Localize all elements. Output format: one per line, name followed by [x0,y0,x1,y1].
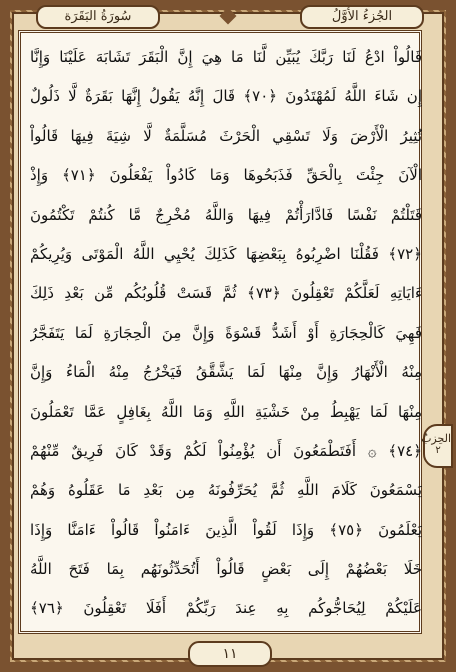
verse-line: قَتَلْتُمْ نَفْسًا فَادَّارَأْتُمْ فِيهَا وَاللَّهُ مُخْرِجٌ مَّا كُنتُمْ تَكْتُمُونَ [30,205,422,224]
verse-line: مِنْهَا لَمَا يَهْبِطُ مِنْ خَشْيَةِ اللَّهِ وَمَا اللَّهُ بِغَافِلٍ عَمَّا تَعْمَلُونَ [30,402,422,421]
verse-line: عَلَيْكُمْ لِيُحَاجُّوكُم بِهِ عِندَ رَبِّكُمْ أَفَلَا تَعْقِلُونَ ﴿٧٦﴾ [30,599,422,618]
verse-line: الْآنَ جِئْتَ بِالْحَقِّ فَذَبَحُوهَا وَمَا كَادُواْ يَفْعَلُونَ ﴿٧١﴾ وَإِذْ [30,166,422,185]
hizb-marker [423,424,453,468]
verse-line: يَسْمَعُونَ كَلَامَ اللَّهِ ثُمَّ يُحَرِّفُونَهُ مِن بَعْدِ مَا عَقَلُوهُ وَهُمْ [30,481,422,500]
surah-name: سُورَةُ البَقَرَة [36,5,160,29]
verse-line: إِن شَاءَ اللَّهُ لَمُهْتَدُونَ ﴿٧٠﴾ قَالَ إِنَّهُ يَقُولُ إِنَّهَا بَقَرَةٌ لَّا ذَلُولٌ [30,87,422,106]
verse-line: ءَايَاتِهِ لَعَلَّكُمْ تَعْقِلُونَ ﴿٧٣﴾ ثُمَّ قَسَتْ قُلُوبُكُم مِّن بَعْدِ ذَلِكَ [30,284,422,303]
verse-line: خَلَا بَعْضُهُمْ إِلَى بَعْضٍ قَالُواْ أَتُحَدِّثُونَهُم بِمَا فَتَحَ اللَّهُ [30,560,422,579]
verse-line: ﴿٧٤﴾ ۞ أَفَتَطْمَعُونَ أَن يُؤْمِنُواْ لَكُمْ وَقَدْ كَانَ فَرِيقٌ مِّنْهُمْ [30,441,422,460]
verse-line: فَهِيَ كَالْحِجَارَةِ أَوْ أَشَدُّ قَسْوَةً وَإِنَّ مِنَ الْحِجَارَةِ لَمَا يَتَفَجَّرُ [30,323,422,342]
quran-text [30,38,422,630]
verse-line: مِنْهُ الْأَنْهَارُ وَإِنَّ مِنْهَا لَمَا يَشَّقَّقُ فَيَخْرُجُ مِنْهُ الْمَاءُ وَإِنَّ [30,363,422,382]
hizb-label: الحِزبُ [421,432,451,445]
juz-name: الجُزءُ الأوَّلُ [300,5,424,29]
verse-line: ﴿٧٢﴾ فَقُلْنَا اضْرِبُوهُ بِبَعْضِهَا كَذَلِكَ يُحْيِي اللَّهُ الْمَوْتَى وَيُرِيكُمْ [30,244,422,263]
verse-line: يَعْلَمُونَ ﴿٧٥﴾ وَإِذَا لَقُواْ الَّذِينَ ءَامَنُواْ قَالُواْ ءَامَنَّا وَإِذَا [30,520,422,539]
verse-line: قَالُواْ ادْعُ لَنَا رَبَّكَ يُبَيِّن لَّنَا مَا هِيَ إِنَّ الْبَقَرَ تَشَابَهَ عَلَيْنَا وَإِنَّا [30,48,422,66]
page-number: ١١ [188,641,272,667]
hizb-number: ٢ [435,445,441,456]
verse-line: تُثِيرُ الْأَرْضَ وَلَا تَسْقِي الْحَرْثَ مُسَلَّمَةٌ لَّا شِيَةَ فِيهَا قَالُواْ [30,126,422,145]
